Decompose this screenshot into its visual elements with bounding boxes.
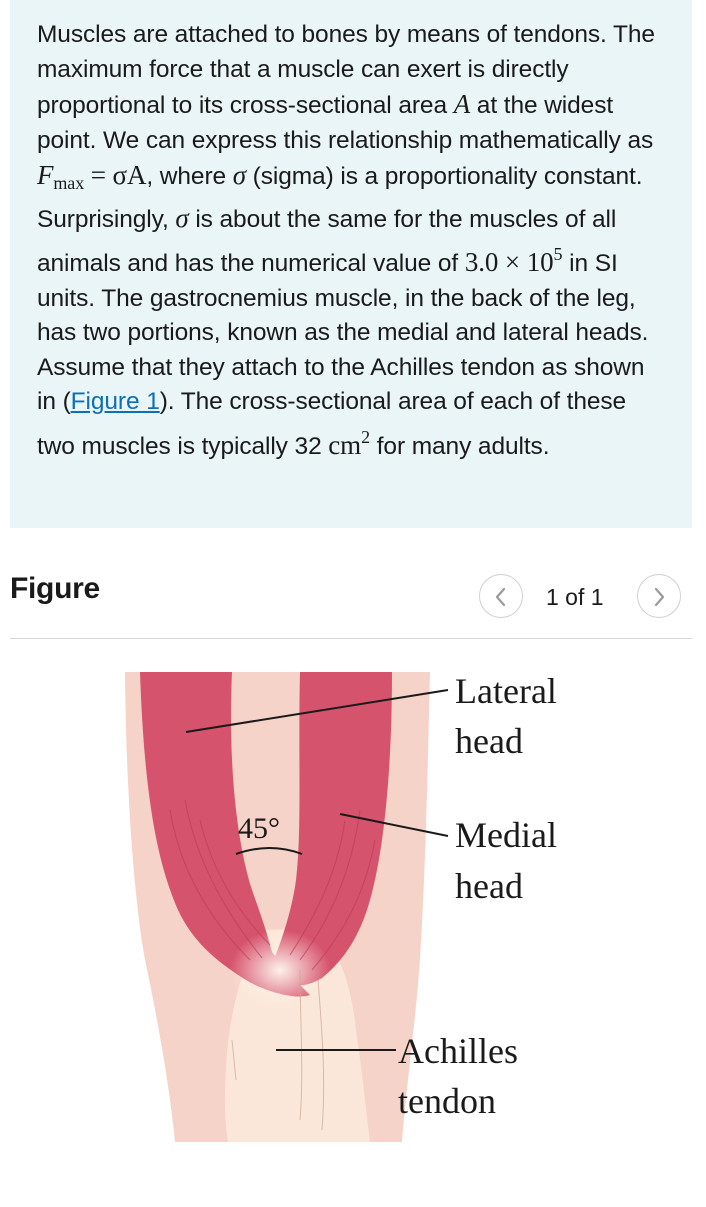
next-figure-button[interactable] xyxy=(637,574,681,618)
math-sigma-value: $3.0 \times 10^5$ xyxy=(464,244,563,277)
problem-text-part: is about the same for the muscles of all animals and has the numerical value of xyxy=(37,205,617,277)
problem-text xyxy=(37,18,666,464)
figure-1-link[interactable]: Figure 1 xyxy=(70,388,160,415)
math-sigma: σ xyxy=(232,160,246,190)
math-unit-cm2: $cm^2$ xyxy=(328,426,370,460)
figure-image xyxy=(0,640,706,1202)
lateral-head-label-line1: Lateral xyxy=(455,671,557,711)
figure-title: Figure xyxy=(10,572,100,605)
achilles-tendon-label-line2: tendon xyxy=(398,1081,496,1121)
problem-text-part: ). The cross-sectional area of each of these two muscles is typically 32 xyxy=(37,388,627,460)
medial-head-label-line1: Medial xyxy=(455,815,557,855)
problem-text-part: (sigma) is a proportionality constant. Surprisingly, xyxy=(37,163,643,233)
chevron-right-icon xyxy=(652,587,666,607)
gastrocnemius-illustration xyxy=(0,640,706,1202)
problem-text-part: Muscles are attached to bones by means of tendons. The maximum force that a muscle can exert is directly proportional to its cross-sectional area xyxy=(37,21,655,119)
problem-text-part: at the widest point. We can express this relationship mathematically as xyxy=(37,92,654,154)
achilles-tendon-label-line1: Achilles xyxy=(398,1031,518,1071)
lateral-head-label-line2: head xyxy=(455,721,523,761)
problem-text-part: for many adults. xyxy=(370,432,550,460)
problem-text-part: , where xyxy=(146,163,233,190)
math-variable-a: A xyxy=(453,89,471,119)
math-sigma: σ xyxy=(175,202,189,233)
previous-figure-button[interactable] xyxy=(479,574,523,618)
math-equation-fmax: $F_{max} = \sigma A$ xyxy=(37,160,147,193)
angle-label: 45° xyxy=(238,812,280,845)
chevron-left-icon xyxy=(494,587,508,607)
medial-head-label-line2: head xyxy=(455,866,523,906)
figure-page-counter: 1 of 1 xyxy=(546,584,604,610)
problem-text-part: in SI units. The gastrocnemius muscle, in the back of the leg, has two portions, known as the medial and lateral heads. Assume that they attach to the Achilles tendon as shown in ( xyxy=(37,250,649,415)
figure-header xyxy=(10,568,692,639)
problem-statement-panel xyxy=(10,0,692,528)
